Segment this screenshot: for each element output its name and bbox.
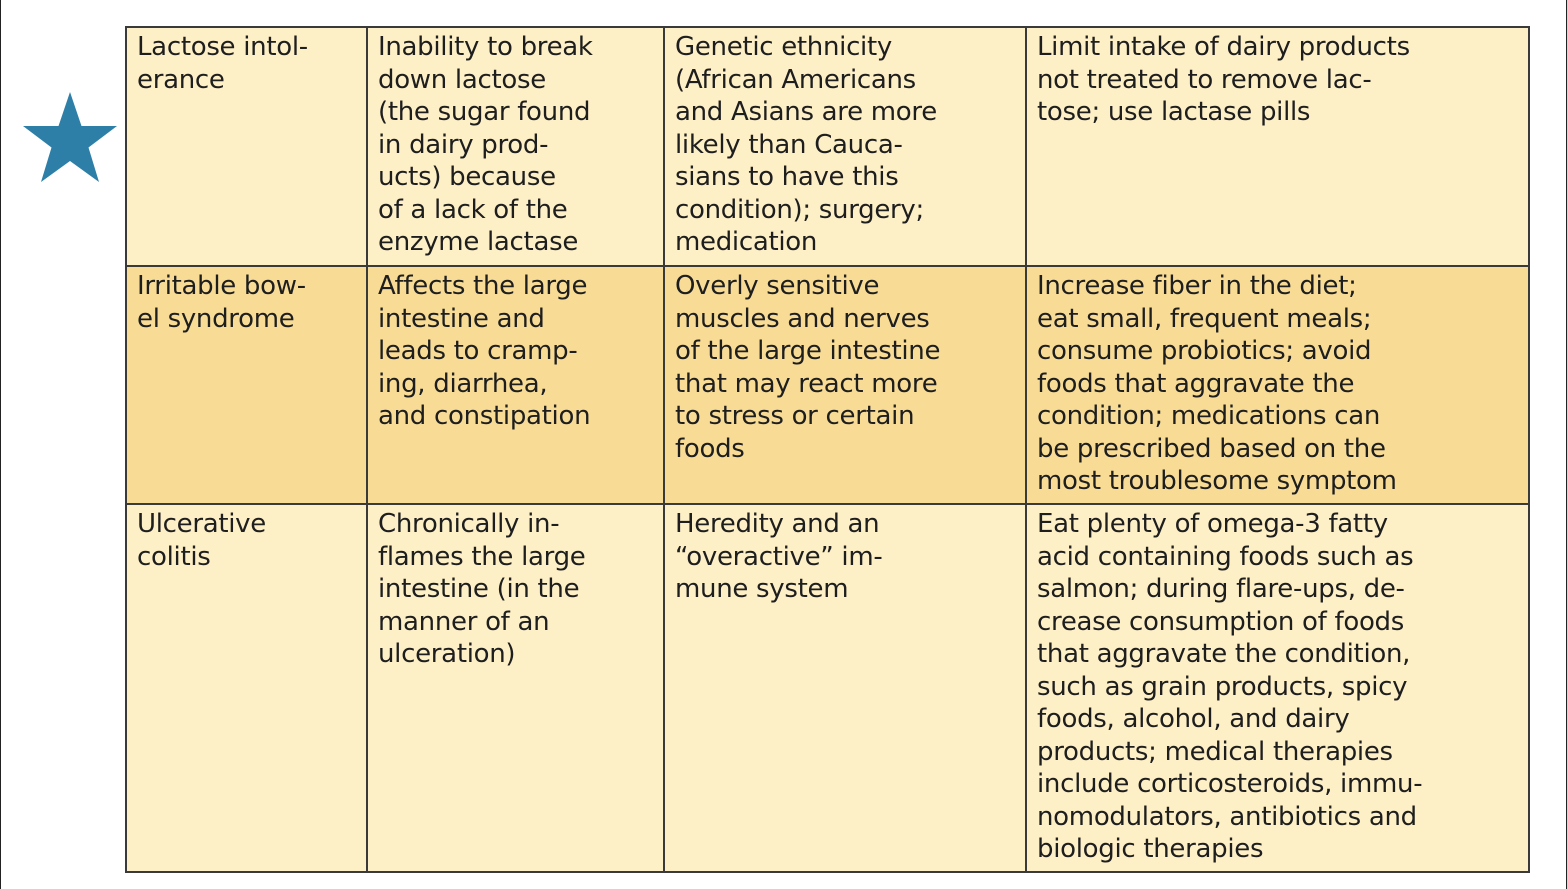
star-shape — [23, 92, 117, 182]
description-cell: Inability to break down lactose (the sugar found in dairy prod- ucts) because of a lack of the enzyme lactase — [367, 27, 664, 266]
condition-cell: Lactose intol- erance — [126, 27, 367, 266]
causes-cell: Genetic ethnicity (African Americans and Asians are more likely than Cauca- sians to have this condition); surgery; medication — [664, 27, 1026, 266]
table-row — [126, 504, 1529, 872]
treatment-cell: Eat plenty of omega-3 fatty acid containing foods such as salmon; during flare-ups, de- crease consumption of foods that aggravate the condition, such as grain products, spicy foods, alcohol, and dairy products; medical therapies include corticosteroids, immu- nomodulators, antibiotics and biologic therapies — [1026, 504, 1529, 872]
table-row — [126, 27, 1529, 266]
causes-cell: Overly sensitive muscles and nerves of the large intestine that may react more to stress or certain foods — [664, 266, 1026, 504]
disorders-table — [125, 26, 1530, 873]
table-row — [126, 266, 1529, 504]
description-cell: Affects the large intestine and leads to cramp- ing, diarrhea, and constipation — [367, 266, 664, 504]
star-icon — [20, 90, 120, 186]
treatment-cell: Limit intake of dairy products not treated to remove lac- tose; use lactase pills — [1026, 27, 1529, 266]
treatment-cell: Increase fiber in the diet; eat small, frequent meals; consume probiotics; avoid foods that aggravate the condition; medications can be prescribed based on the most troublesome symptom — [1026, 266, 1529, 504]
condition-cell: Ulcerative colitis — [126, 504, 367, 872]
causes-cell: Heredity and an “overactive” im- mune system — [664, 504, 1026, 872]
description-cell: Chronically in- flames the large intestine (in the manner of an ulceration) — [367, 504, 664, 872]
condition-cell: Irritable bow- el syndrome — [126, 266, 367, 504]
